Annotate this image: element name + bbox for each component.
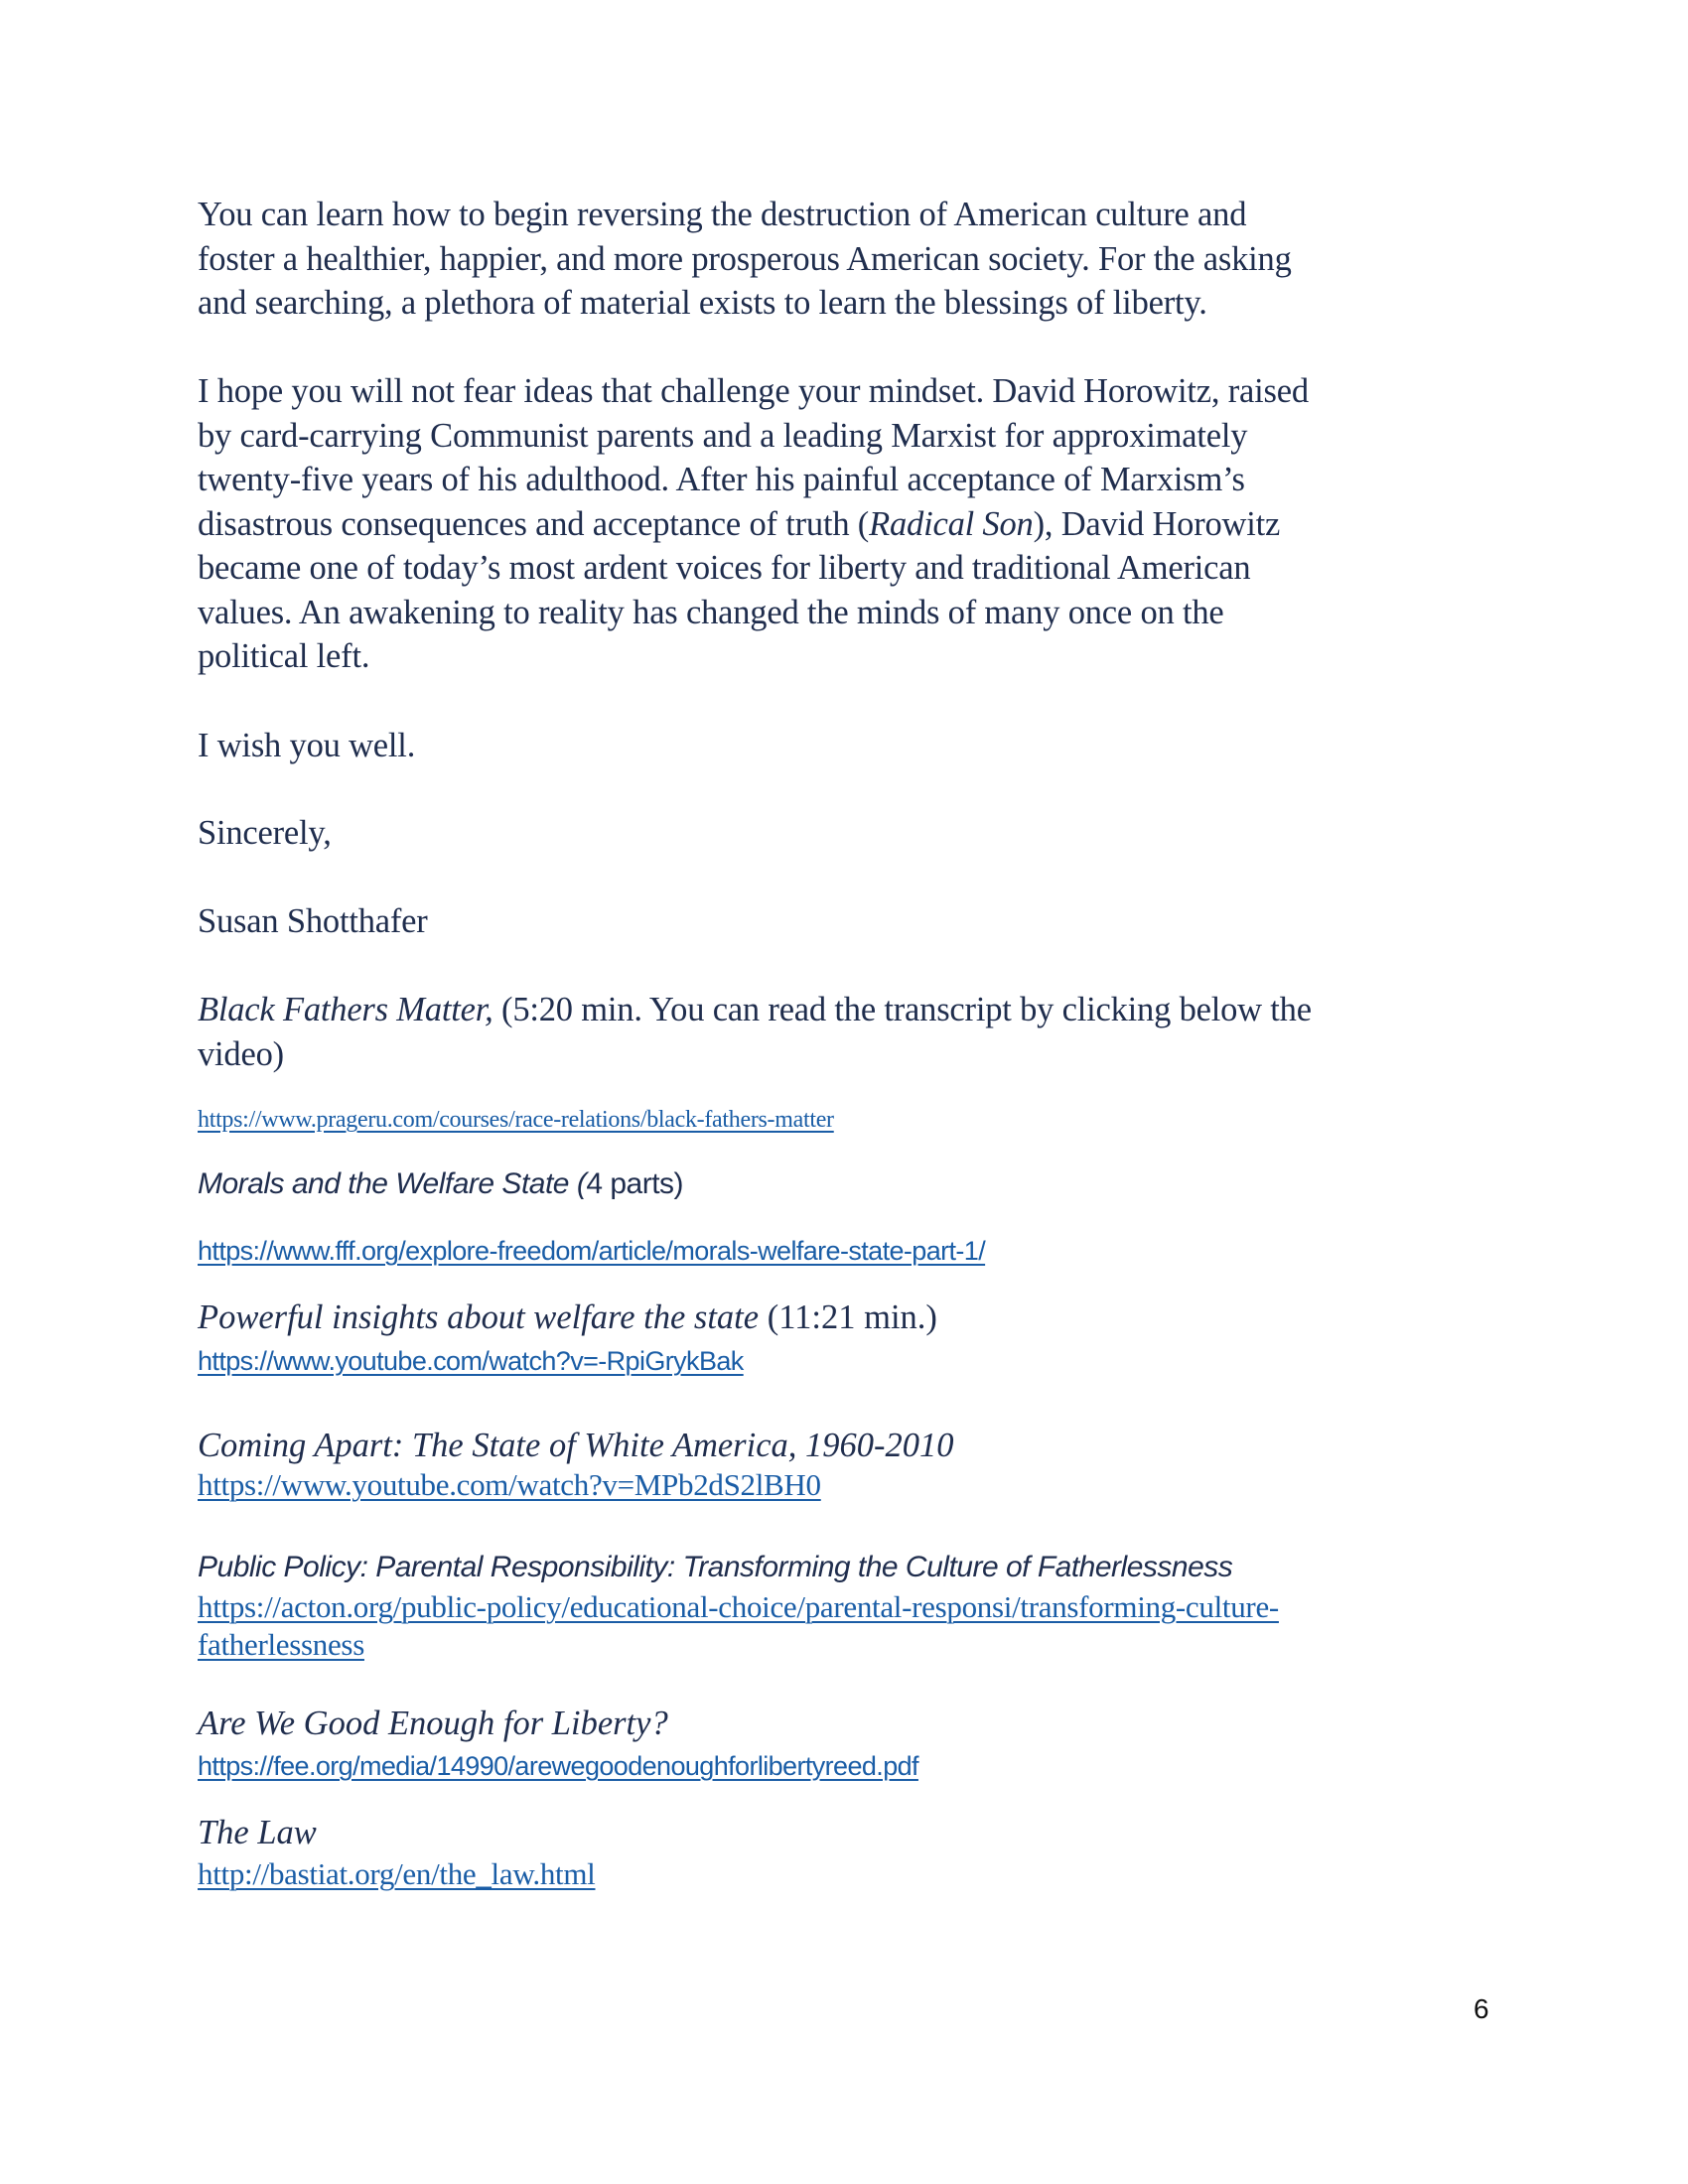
resource-title-coming-apart bbox=[198, 1425, 954, 1466]
text-segment: disastrous consequences and acceptance of truth ( bbox=[198, 504, 870, 543]
paragraph-line: You can learn how to begin reversing the destruction of American culture and bbox=[198, 196, 1247, 233]
paragraph-line: and searching, a plethora of material exists to learn the blessings of liberty. bbox=[198, 284, 1207, 322]
paragraph-line: became one of today’s most ardent voices for liberty and traditional American bbox=[198, 549, 1251, 587]
resource-title-italic: The Law bbox=[198, 1814, 317, 1851]
resource-title-public-policy-fatherlessness bbox=[198, 1549, 1232, 1586]
resource-title-note: (11:21 min.) bbox=[759, 1298, 937, 1336]
page-number: 6 bbox=[1474, 1993, 1489, 2024]
link-fee-good-enough-for-liberty[interactable]: https://fee.org/media/14990/arewegoodenoughforlibertyreed.pdf bbox=[198, 1751, 918, 1781]
paragraph-horowitz bbox=[198, 369, 1488, 679]
resource-title-line: video) bbox=[198, 1034, 284, 1073]
book-title-radical-son: Radical Son bbox=[869, 504, 1034, 543]
link-acton-fatherlessness[interactable]: https://acton.org/public-policy/educational-choice/parental-responsi/transforming-culture- bbox=[198, 1589, 1279, 1624]
paragraph-line: foster a healthier, happier, and more prosperous American society. For the asking bbox=[198, 239, 1292, 278]
closing-wish: I wish you well. bbox=[198, 727, 416, 764]
paragraph-line bbox=[198, 502, 1488, 547]
link-bastiat-the-law[interactable]: http://bastiat.org/en/the_law.html bbox=[198, 1856, 596, 1891]
resource-title-black-fathers-matter bbox=[198, 988, 1312, 1076]
text-segment: ), David Horowitz bbox=[1033, 504, 1281, 543]
link-fff-morals-welfare-state[interactable]: https://www.fff.org/explore-freedom/article/morals-welfare-state-part-1/ bbox=[198, 1236, 986, 1266]
resource-title-morals-welfare-state bbox=[198, 1165, 683, 1203]
link-youtube-coming-apart[interactable]: https://www.youtube.com/watch?v=MPb2dS2lBH0 bbox=[198, 1467, 821, 1502]
paragraph-intro bbox=[198, 193, 1488, 326]
resource-title-italic: Public Policy: Parental Responsibility: Transforming the Culture of Fatherlessness bbox=[198, 1551, 1233, 1583]
closing-signoff: Sincerely, bbox=[198, 814, 332, 852]
link-acton-fatherlessness-block bbox=[198, 1588, 1279, 1664]
resource-title-italic: Coming Apart: The State of White America, 1960-2010 bbox=[198, 1427, 954, 1464]
link-youtube-welfare-state[interactable]: https://www.youtube.com/watch?v=-RpiGrykBak bbox=[198, 1346, 744, 1376]
resource-title-italic: Black Fathers Matter, bbox=[198, 991, 493, 1028]
resource-title-note: 4 parts) bbox=[586, 1167, 684, 1200]
resource-title-italic: Morals and the Welfare State ( bbox=[198, 1167, 587, 1200]
resource-title-powerful-insights bbox=[198, 1297, 937, 1338]
resource-title-the-law bbox=[198, 1812, 317, 1853]
paragraph-line: by card-carrying Communist parents and a leading Marxist for approximately bbox=[198, 416, 1248, 455]
paragraph-line: I hope you will not fear ideas that challenge your mindset. David Horowitz, raised bbox=[198, 372, 1309, 410]
paragraph-line: twenty-five years of his adulthood. After his painful acceptance of Marxism’s bbox=[198, 461, 1245, 498]
resource-title-italic: Are We Good Enough for Liberty? bbox=[198, 1705, 668, 1742]
paragraph-line: values. An awakening to reality has changed the minds of many once on the bbox=[198, 593, 1224, 631]
resource-title-italic: Powerful insights about welfare the state bbox=[198, 1298, 760, 1336]
signature: Susan Shotthafer bbox=[198, 902, 428, 940]
link-prageru-black-fathers-matter[interactable]: https://www.prageru.com/courses/race-relations/black-fathers-matter bbox=[198, 1107, 834, 1133]
paragraph-line: political left. bbox=[198, 637, 370, 675]
resource-title-note: (5:20 min. You can read the transcript by clicking below the bbox=[492, 991, 1312, 1028]
resource-title-are-we-good-enough bbox=[198, 1703, 668, 1744]
resource-title-line bbox=[198, 988, 1312, 1032]
link-acton-fatherlessness-continued[interactable]: fatherlessness bbox=[198, 1627, 364, 1662]
